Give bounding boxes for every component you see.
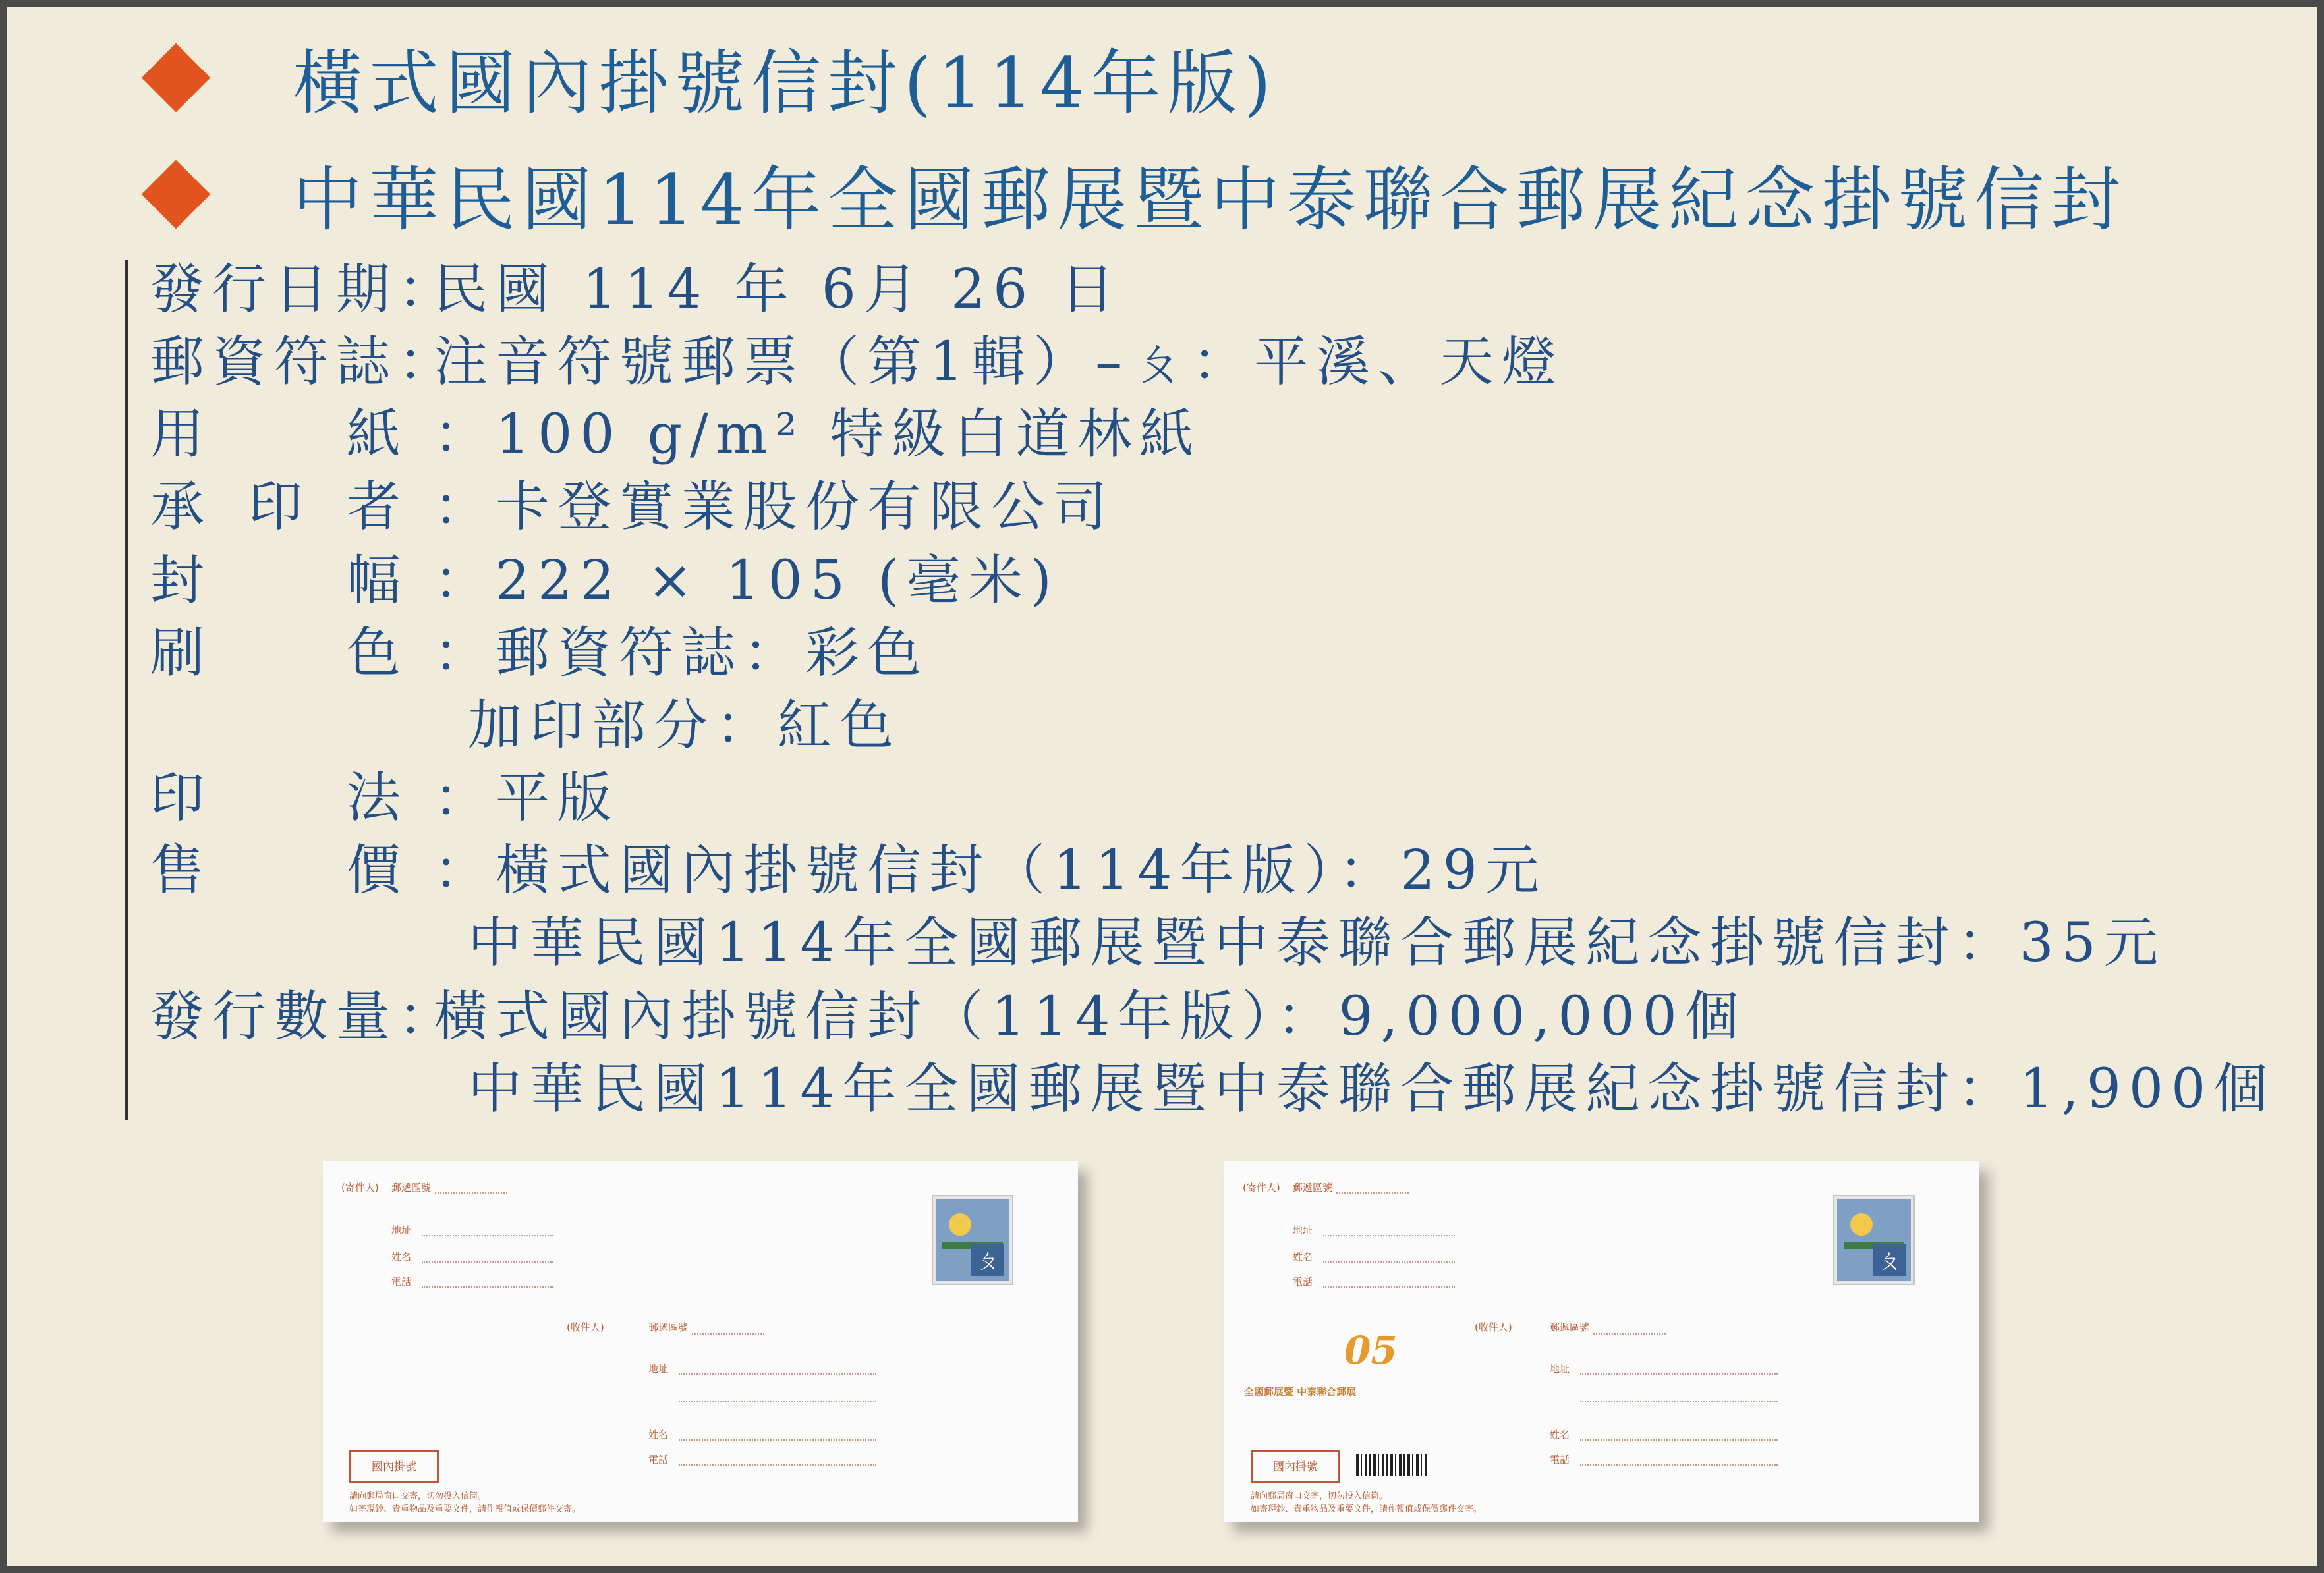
sender-name-label: 姓名 (391, 1251, 412, 1263)
registered-mark: 國內掛號 (1251, 1450, 1340, 1483)
spec-divider-line (125, 260, 128, 1120)
phone-line (679, 1464, 876, 1466)
address-line (1580, 1373, 1778, 1375)
spec-paper: 用 紙 ：100 g/m² 特級白道林紙 (150, 402, 1201, 468)
spec-label: 發行日期： (150, 258, 461, 321)
spec-quantity (150, 984, 1747, 1050)
spec-printer: 承 印 者 ：卡登實業股份有限公司 (150, 474, 1115, 540)
sender-phone-label: 電話 (391, 1276, 412, 1288)
recipient-postcode-label: 郵遞區號 (648, 1321, 689, 1333)
logo-text: 全國郵展暨 中泰聯合郵展 (1244, 1386, 1357, 1398)
notice-line-2: 如寄現鈔、貴重物品及重要文件，請作報值或保價郵件交寄。 (1251, 1504, 1483, 1514)
stamp-glyph: ㄆ (971, 1244, 1004, 1276)
registered-mark: 國內掛號 (349, 1450, 439, 1483)
name-line (679, 1439, 876, 1441)
postcode-line (692, 1333, 764, 1335)
barcode-icon (1356, 1454, 1429, 1476)
spec-issue-date (150, 257, 1122, 323)
postcode-line (1336, 1192, 1409, 1194)
sender-label: (寄件人) (341, 1182, 379, 1194)
recipient-label: (收件人) (1475, 1321, 1512, 1333)
spec-value: 平版 (496, 767, 620, 829)
address-line (1323, 1235, 1455, 1236)
logo-number: 05 (1344, 1328, 1398, 1373)
spec-price-line-2 (468, 910, 2166, 976)
spec-value: 222 × 105 (毫米) (496, 549, 1060, 612)
notice-line-2: 如寄現鈔、貴重物品及重要文件，請作報值或保價郵件交寄。 (349, 1504, 581, 1514)
heading-2 (138, 148, 2127, 240)
envelope-standard (323, 1161, 1078, 1522)
orange-diamond-icon (142, 160, 211, 229)
name-line (422, 1261, 553, 1263)
spec-value: 中華民國114年全國郵展暨中泰聯合郵展紀念掛號信封：1,900個 (468, 1058, 2276, 1120)
spec-price: 售 價 ：橫式國內掛號信封（114年版）：29元 (150, 838, 1547, 904)
spec-value: 橫式國內掛號信封（114年版）：29元 (496, 839, 1547, 902)
name-line (1323, 1261, 1455, 1263)
sender-address-label: 地址 (391, 1225, 412, 1236)
spec-label: 印 法 (150, 767, 401, 829)
sender-label: (寄件人) (1243, 1182, 1280, 1194)
spec-quantity-line-2 (468, 1057, 2275, 1122)
address-line (679, 1373, 876, 1375)
recipient-postcode-label: 郵遞區號 (1550, 1321, 1590, 1333)
spec-value: 100 g/m² 特級白道林紙 (496, 403, 1202, 466)
spec-label: 郵資符誌： (150, 331, 461, 393)
spec-indicia (150, 329, 1564, 395)
sender-address-label: 地址 (1293, 1225, 1313, 1236)
sender-name-label: 姓名 (1293, 1251, 1313, 1263)
postcode-line (1593, 1333, 1666, 1335)
heading-1 (138, 32, 1278, 124)
spec-value: 民國 114 年 6月 26 日 (434, 258, 1123, 321)
notice-line-1: 請向郵局窗口交寄，切勿投入信筒。 (349, 1491, 487, 1501)
spec-value: 注音符號郵票（第1輯）–ㄆ：平溪、天燈 (434, 331, 1564, 393)
address-line-2 (679, 1401, 876, 1402)
sender-phone-label: 電話 (1293, 1276, 1313, 1288)
recipient-name-label: 姓名 (648, 1429, 669, 1441)
spec-label: 封 幅 (150, 549, 401, 612)
spec-process: 印 法 ：平版 (150, 765, 619, 831)
recipient-name-label: 姓名 (1550, 1429, 1570, 1441)
indicia-stamp (1834, 1196, 1913, 1284)
spec-label: 用 紙 (150, 403, 401, 466)
stamp-glyph: ㄆ (1873, 1244, 1906, 1276)
notice-line-1: 請向郵局窗口交寄，切勿投入信筒。 (1251, 1491, 1388, 1501)
spec-value: 橫式國內掛號信封（114年版）：9,000,000個 (434, 985, 1747, 1048)
phone-line (422, 1286, 553, 1288)
spec-label: 售 價 (150, 839, 401, 902)
recipient-address-label: 地址 (648, 1363, 669, 1375)
spec-size: 封 幅 ：222 × 105 (毫米) (150, 548, 1060, 614)
recipient-phone-label: 電話 (648, 1454, 669, 1466)
sender-postcode-label: 郵遞區號 (391, 1182, 432, 1194)
orange-diamond-icon (142, 43, 211, 113)
sky-lantern-icon (949, 1213, 971, 1236)
recipient-address-label: 地址 (1550, 1363, 1570, 1375)
envelope-commemorative (1224, 1161, 1979, 1522)
spec-value: 中華民國114年全國郵展暨中泰聯合郵展紀念掛號信封：35元 (468, 912, 2166, 974)
spec-value: 卡登實業股份有限公司 (496, 476, 1116, 538)
address-line-2 (1580, 1401, 1778, 1402)
spec-value: 加印部分：紅色 (468, 694, 902, 757)
spec-colors-line-2 (468, 693, 901, 759)
spec-colors: 刷 色 ：郵資符誌：彩色 (150, 621, 929, 686)
recipient-label: (收件人) (567, 1321, 604, 1333)
spec-label: 刷 色 (150, 622, 401, 684)
name-line (1580, 1439, 1778, 1441)
sky-lantern-icon (1850, 1213, 1873, 1236)
phone-line (1323, 1286, 1455, 1288)
spec-value: 郵資符誌：彩色 (496, 622, 930, 684)
heading-2-text: 中華民國114年全國郵展暨中泰聯合郵展紀念掛號信封 (293, 159, 2128, 240)
heading-1-text: 橫式國內掛號信封(114年版) (293, 43, 1278, 124)
spec-label: 發行數量： (150, 985, 461, 1048)
spec-label: 承 印 者 (150, 476, 401, 538)
address-line (422, 1235, 553, 1236)
recipient-phone-label: 電話 (1550, 1454, 1570, 1466)
sender-postcode-label: 郵遞區號 (1293, 1182, 1333, 1194)
postcode-line (435, 1192, 507, 1194)
phone-line (1580, 1464, 1778, 1466)
indicia-stamp (933, 1196, 1012, 1284)
document-page (7, 7, 2317, 1566)
